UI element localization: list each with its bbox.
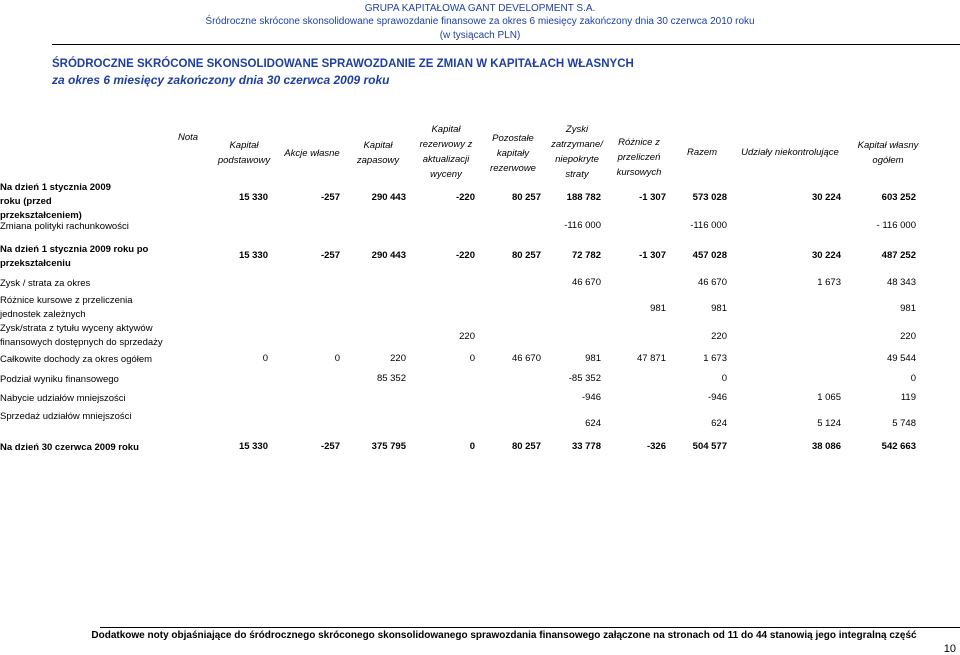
- row-label: Na dzień 1 stycznia 2009 roku po przekształceniu: [0, 244, 149, 269]
- header-rule: [52, 44, 960, 45]
- table-cell: 49 544: [886, 353, 916, 364]
- row-label: Sprzedaż udziałów mniejszości: [0, 411, 132, 422]
- table-cell: 15 330: [238, 441, 268, 452]
- table-cell: -946: [581, 392, 601, 403]
- table-cell: 47 871: [636, 353, 666, 364]
- table-cell: 603 252: [881, 192, 916, 203]
- table-cell: 981: [711, 303, 727, 314]
- table-cell: 220: [390, 353, 406, 364]
- table-cell: 30 224: [811, 192, 841, 203]
- table-cell: 5 124: [817, 418, 841, 429]
- table-cell: 48 343: [886, 277, 916, 288]
- table-cell: 290 443: [371, 192, 406, 203]
- col-kapital-wlasny-ogolem: Kapitał własny ogółem: [857, 140, 919, 166]
- col-kapital-zapasowy: Kapitał zapasowy: [356, 140, 400, 166]
- table-cell: 290 443: [371, 250, 406, 261]
- table-cell: 504 577: [692, 441, 727, 452]
- table-cell: 487 252: [881, 250, 916, 261]
- table-cell: 46 670: [571, 277, 601, 288]
- table-cell: 0: [262, 353, 268, 364]
- table-cell: 1 673: [703, 353, 727, 364]
- table-cell: 33 778: [571, 441, 601, 452]
- table-cell: - 116 000: [876, 220, 916, 231]
- col-roznice-kursowe: Różnice z przeliczeń kursowych: [616, 136, 662, 178]
- col-udzialy-niekontrolujace: Udziały niekontrolujące: [741, 146, 839, 158]
- row-label: Podział wyniku finansowego: [0, 374, 119, 385]
- table-cell: -85 352: [568, 373, 601, 384]
- table-cell: 542 663: [881, 441, 916, 452]
- table-cell: -220: [455, 192, 475, 203]
- col-akcje-wlasne: Akcje własne: [284, 147, 340, 159]
- table-cell: -116 000: [564, 220, 601, 231]
- table-cell: -257: [320, 250, 340, 261]
- col-zyski-zatrzymane: Zyski zatrzymane/ niepokryte straty: [551, 124, 603, 180]
- page-number: 10: [943, 643, 956, 655]
- table-cell: 38 086: [811, 441, 841, 452]
- footer-note: Dodatkowe noty objaśniające do śródrocznego skróconego skonsolidowanego sprawozdania finansowego załączone na stronach od 11 do 44 stanowią jego integralną część: [91, 630, 917, 641]
- table-cell: 5 748: [892, 418, 916, 429]
- table-cell: 220: [459, 331, 475, 342]
- row-label: Na dzień 1 stycznia 2009 roku (przed przekształceniem): [0, 182, 111, 221]
- table-cell: -257: [320, 441, 340, 452]
- table-cell: -946: [707, 392, 727, 403]
- table-cell: -1 307: [639, 192, 666, 203]
- table-cell: 0: [334, 353, 340, 364]
- footer-rule: [100, 627, 960, 628]
- table-cell: -220: [455, 250, 475, 261]
- table-cell: 85 352: [376, 373, 406, 384]
- table-cell: 981: [650, 303, 666, 314]
- table-cell: 0: [469, 441, 475, 452]
- table-cell: 220: [900, 331, 916, 342]
- table-cell: 981: [900, 303, 916, 314]
- statement-period: za okres 6 miesięcy zakończony dnia 30 czerwca 2009 roku: [52, 73, 390, 87]
- table-cell: -116 000: [690, 220, 727, 231]
- table-cell: -326: [646, 441, 666, 452]
- table-cell: 46 670: [697, 277, 727, 288]
- table-cell: 15 330: [238, 192, 268, 203]
- row-label: Różnice kursowe z przeliczenia jednostek zależnych: [0, 295, 133, 320]
- table-cell: 0: [469, 353, 475, 364]
- row-label: Zysk / strata za okres: [0, 278, 91, 289]
- company-header: GRUPA KAPITAŁOWA GANT DEVELOPMENT S.A.: [364, 3, 596, 14]
- table-cell: 188 782: [566, 192, 601, 203]
- table-cell: 0: [910, 373, 916, 384]
- table-cell: 624: [585, 418, 601, 429]
- table-cell: 573 028: [692, 192, 727, 203]
- table-cell: 80 257: [511, 192, 541, 203]
- table-cell: 624: [711, 418, 727, 429]
- row-label: Całkowite dochody za okres ogółem: [0, 354, 153, 365]
- row-label: Zysk/strata z tytułu wyceny aktywów finansowych dostępnych do sprzedaży: [0, 323, 163, 348]
- statement-title: ŚRÓDROCZNE SKRÓCONE SKONSOLIDOWANE SPRAWOZDANIE ZE ZMIAN W KAPITAŁACH WŁASNYCH: [52, 58, 634, 70]
- col-pozostale-kapitaly: Pozostałe kapitały rezerwowe: [490, 132, 536, 174]
- table-cell: 1 673: [817, 277, 841, 288]
- table-cell: 72 782: [571, 250, 601, 261]
- table-cell: 46 670: [511, 353, 541, 364]
- table-cell: -257: [320, 192, 340, 203]
- table-cell: 0: [721, 373, 727, 384]
- table-cell: 375 795: [371, 441, 406, 452]
- table-cell: 15 330: [238, 250, 268, 261]
- unit-header: (w tysiącach PLN): [439, 30, 521, 41]
- table-cell: 220: [711, 331, 727, 342]
- row-label: Zmiana polityki rachunkowości: [0, 221, 129, 232]
- row-label: Na dzień 30 czerwca 2009 roku: [0, 442, 139, 453]
- col-kapital-podstawowy: Kapitał podstawowy: [217, 140, 271, 166]
- table-cell: 457 028: [692, 250, 727, 261]
- table-cell: 1 065: [817, 392, 841, 403]
- table-cell: 981: [585, 353, 601, 364]
- col-nota: Nota: [177, 132, 199, 143]
- col-kapital-rezerwowy-z-aktualizacji: Kapitał rezerwowy z aktualizacji wyceny: [419, 124, 473, 180]
- col-razem: Razem: [686, 146, 718, 158]
- report-header: Śródroczne skrócone skonsolidowane sprawozdanie finansowe za okres 6 miesięcy zakończony dnia 30 czerwca 2010 roku: [205, 16, 755, 27]
- table-cell: 80 257: [511, 250, 541, 261]
- table-cell: 119: [900, 392, 916, 403]
- table-cell: 80 257: [511, 441, 541, 452]
- row-label: Nabycie udziałów mniejszości: [0, 393, 126, 404]
- table-cell: -1 307: [639, 250, 666, 261]
- table-cell: 30 224: [811, 250, 841, 261]
